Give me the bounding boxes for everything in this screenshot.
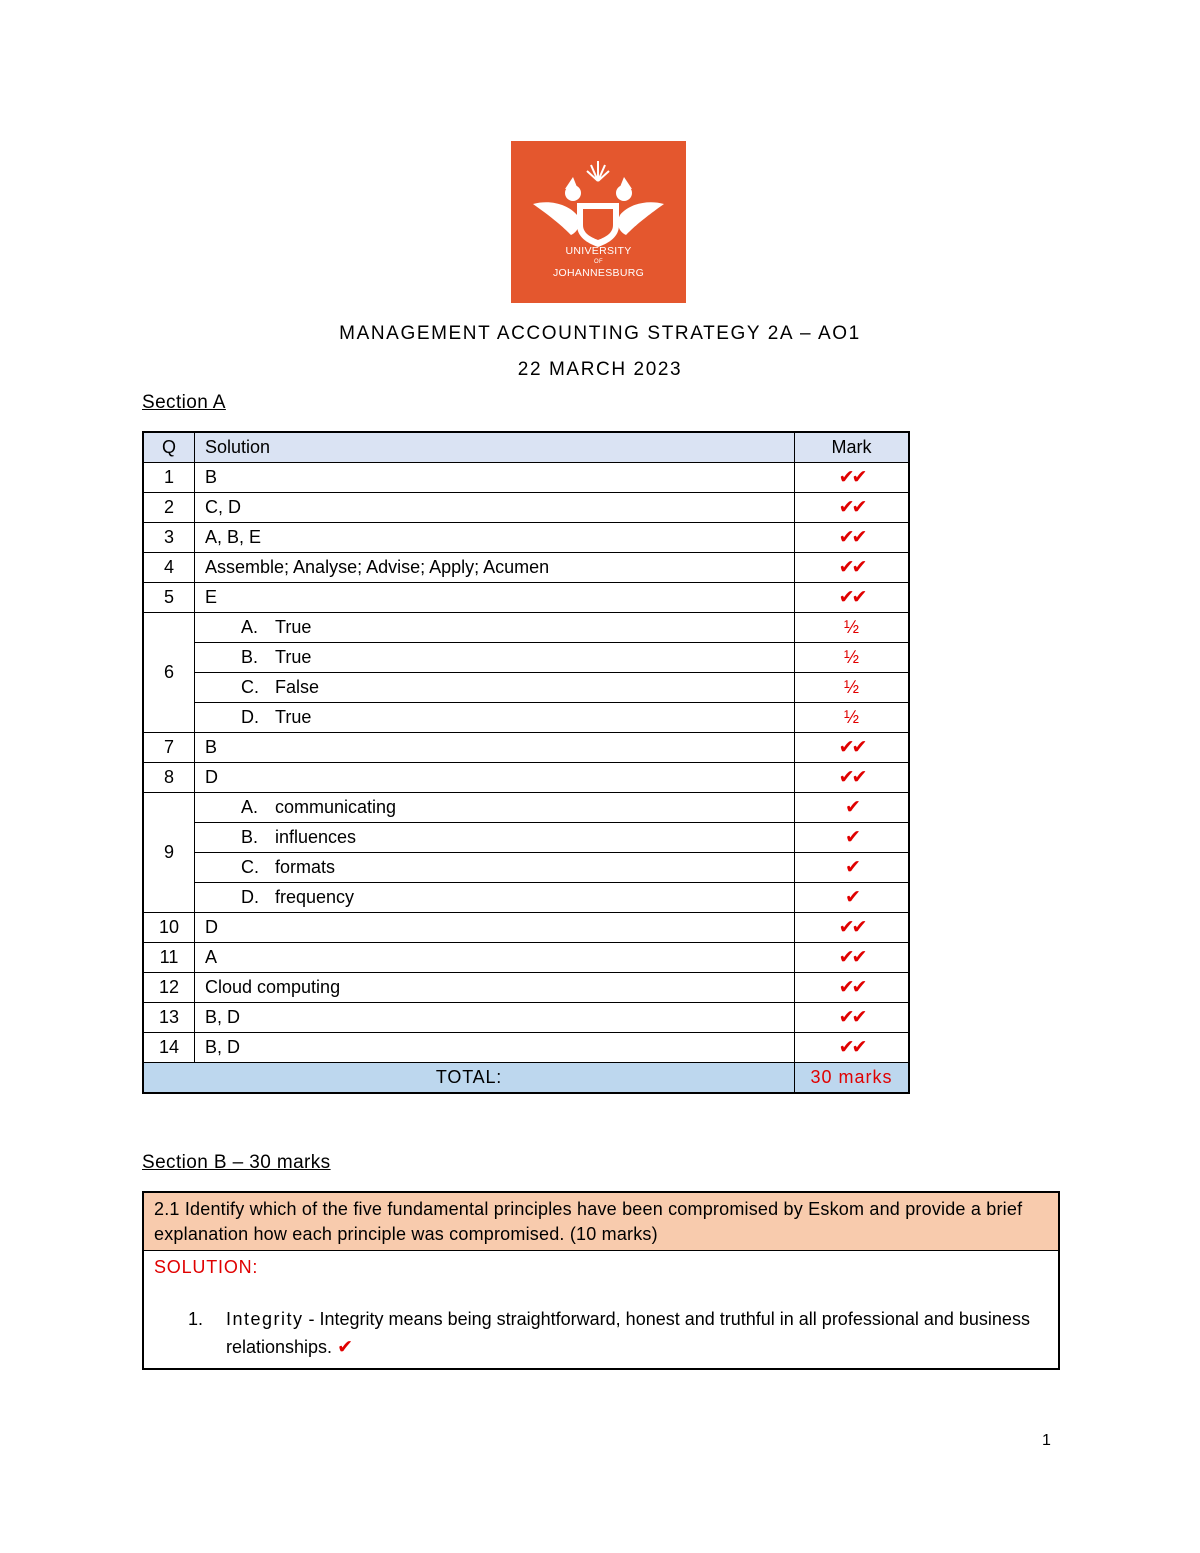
table-row [143,553,909,583]
total-label: TOTAL: [143,1063,795,1094]
solution-cell: Assemble; Analyse; Advise; Apply; Acumen [195,553,795,583]
half-mark: ½ [795,613,910,643]
solution-cell: A, B, E [195,523,795,553]
check-mark-icon: ✔✔ [795,973,910,1003]
table-row [143,673,909,703]
question-number: 5 [143,583,195,613]
sub-item-answer: True [275,617,312,637]
solution-cell [195,703,795,733]
table-total-row [143,1063,909,1094]
sub-item-letter: C. [241,677,259,697]
section-a-heading: Section A [142,392,226,413]
logo-line-university: UNIVERSITY [565,245,632,257]
section-a-table [142,431,910,1094]
half-mark: ½ [795,643,910,673]
sub-item-answer: influences [275,827,357,847]
solution-cell: B [195,463,795,493]
check-mark-icon: ✔✔ [795,913,910,943]
sub-item-letter: B. [241,827,259,847]
university-logo [511,141,686,303]
column-header-solution: Solution [195,432,795,463]
check-mark-icon: ✔✔ [795,943,910,973]
question-number: 1 [143,463,195,493]
solution-cell: B, D [195,1033,795,1063]
sub-item-answer: False [275,677,320,697]
logo-line-of: OF [594,259,603,265]
half-mark: ½ [795,703,910,733]
sub-item-letter: A. [241,797,259,817]
column-header-mark: Mark [795,432,910,463]
sub-item-letter: A. [241,617,259,637]
table-row [143,913,909,943]
table-row [143,1033,909,1063]
table-header-row [143,432,909,463]
table-row [143,613,909,643]
table-row [143,793,909,823]
table-row [143,463,909,493]
question-2-1-box [142,1191,1060,1370]
principle-term: Integrity [226,1309,304,1329]
table-row [143,1003,909,1033]
check-mark-icon: ✔✔ [795,1033,910,1063]
check-mark-icon: ✔ [795,853,910,883]
half-mark: ½ [795,673,910,703]
check-mark-icon: ✔✔ [795,583,910,613]
question-number: 10 [143,913,195,943]
sub-item-answer: formats [275,857,336,877]
solution-cell: E [195,583,795,613]
solution-cell: B [195,733,795,763]
solution-cell [195,643,795,673]
sub-item-letter: D. [241,707,259,727]
question-number: 7 [143,733,195,763]
table-row [143,703,909,733]
solution-cell: D [195,913,795,943]
principle-explanation: - Integrity means being straightforward, honest and truthful in all professional and business relationships. [226,1309,1030,1357]
solution-cell [195,673,795,703]
document-date: 22 MARCH 2023 [517,359,683,380]
table-row [143,493,909,523]
solution-cell [195,793,795,823]
logo-line-johannesburg: JOHANNESBURG [552,267,645,279]
check-mark-icon: ✔ [337,1337,350,1358]
check-mark-icon: ✔✔ [795,523,910,553]
solution-cell: A [195,943,795,973]
table-row [143,523,909,553]
question-number: 12 [143,973,195,1003]
section-b-heading: Section B – 30 marks [142,1152,331,1173]
solution-item-number: 1. [188,1309,204,1329]
table-row [143,823,909,853]
question-number: 8 [143,763,195,793]
sub-item-answer: communicating [275,797,397,817]
check-mark-icon: ✔✔ [795,463,910,493]
solution-cell [195,823,795,853]
solution-cell: C, D [195,493,795,523]
document-title: MANAGEMENT ACCOUNTING STRATEGY 2A – AO1 [339,323,861,344]
table-row [143,733,909,763]
total-value: 30 marks [795,1063,910,1094]
table-row [143,973,909,1003]
question-number: 14 [143,1033,195,1063]
sub-item-answer: frequency [275,887,355,907]
question-number: 2 [143,493,195,523]
sub-item-answer: True [275,707,312,727]
table-row [143,583,909,613]
table-row [143,643,909,673]
sub-item-letter: C. [241,857,259,877]
solution-item [154,1305,1048,1362]
solution-label: SOLUTION: [154,1257,259,1277]
question-number: 11 [143,943,195,973]
check-mark-icon: ✔ [795,793,910,823]
question-number: 4 [143,553,195,583]
solution-item-text [226,1305,1048,1362]
sub-item-answer: True [275,647,312,667]
solution-cell [195,883,795,913]
solution-cell: D [195,763,795,793]
check-mark-icon: ✔✔ [795,1003,910,1033]
solution-cell: Cloud computing [195,973,795,1003]
sub-item-letter: B. [241,647,259,667]
sub-item-letter: D. [241,887,259,907]
solution-cell [195,853,795,883]
question-number: 9 [143,793,195,913]
column-header-q: Q [143,432,195,463]
check-mark-icon: ✔ [795,883,910,913]
table-body [143,463,909,1063]
check-mark-icon: ✔ [795,823,910,853]
question-number: 3 [143,523,195,553]
table-row [143,853,909,883]
page-number: 1 [1042,1432,1051,1449]
check-mark-icon: ✔✔ [795,733,910,763]
solution-cell [195,613,795,643]
check-mark-icon: ✔✔ [795,763,910,793]
solution-body [144,1251,1058,1368]
question-number: 13 [143,1003,195,1033]
table-row [143,883,909,913]
table-row [143,943,909,973]
check-mark-icon: ✔✔ [795,493,910,523]
table-row [143,763,909,793]
solution-cell: B, D [195,1003,795,1033]
check-mark-icon: ✔✔ [795,553,910,583]
question-number: 6 [143,613,195,733]
question-2-1-text: 2.1 Identify which of the five fundamental principles have been compromised by Eskom and provide a brief explanation how each principle was compromised. (10 marks) [144,1193,1058,1251]
